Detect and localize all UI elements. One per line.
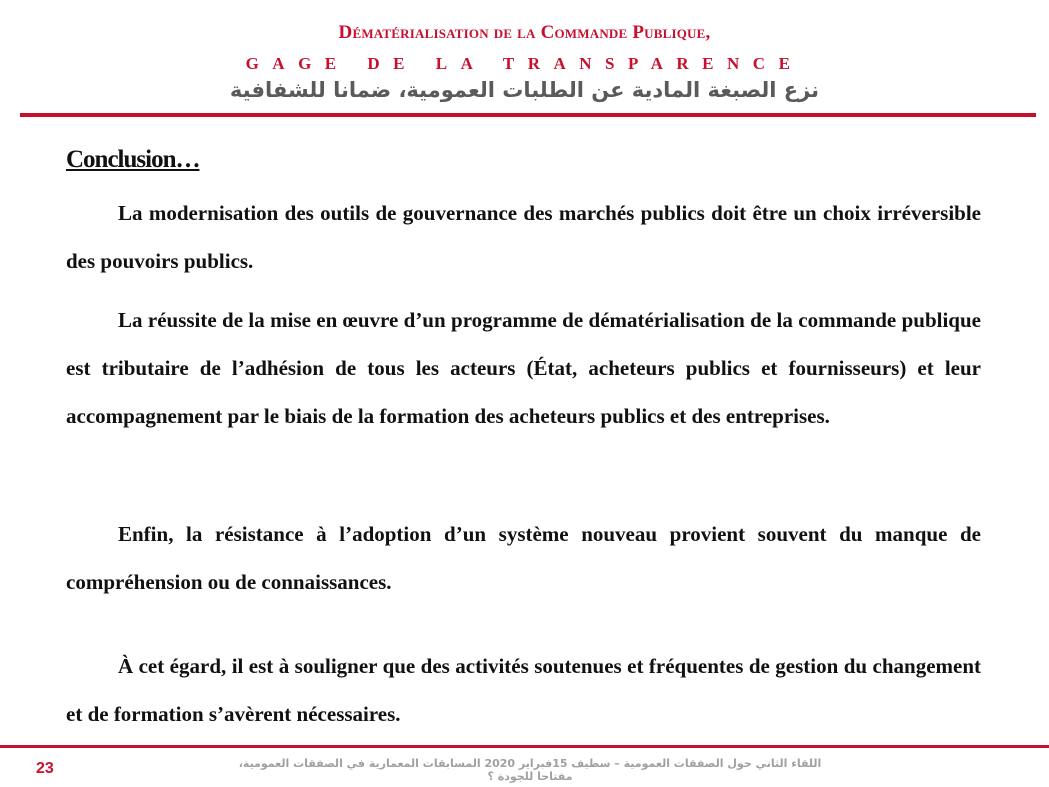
title-french-line2: GAGE DE LA TRANSPARENCE [245,54,804,73]
header-divider [20,113,1036,117]
footer-divider [0,745,1049,748]
title-arabic: نزع الصبغة المادية عن الطلبات العمومية، ضمانا للشفافية [229,78,820,102]
footer-caption: اللقاء الثاني حول الصفقات العمومية – سطيف 15فبراير 2020 المسابقات المعمارية في الصفقات العمومية، مفتاحا للجودة ؟ [238,757,822,783]
title-french-line1: Dématérialisation de la Commande Publique, [338,22,711,43]
section-heading: Conclusion… [66,146,200,173]
page-number: 23 [36,760,54,777]
paragraph-2: La réussite de la mise en œuvre d’un programme de dématérialisation de la commande publique est tributaire de l’adhésion de tous les acteurs (État, acheteurs publics et fournisseurs) et leur accompagnement par le biais de la formation des acheteurs publics et des entreprises. [66,308,981,428]
paragraph-3: Enfin, la résistance à l’adoption d’un système nouveau provient souvent du manque de compréhension ou de connaissances. [66,522,981,594]
paragraph-4: À cet égard, il est à souligner que des activités soutenues et fréquentes de gestion du changement et de formation s’avèrent nécessaires. [66,654,981,726]
paragraph-1: La modernisation des outils de gouvernance des marchés publics doit être un choix irréversible des pouvoirs publics. [66,201,981,273]
